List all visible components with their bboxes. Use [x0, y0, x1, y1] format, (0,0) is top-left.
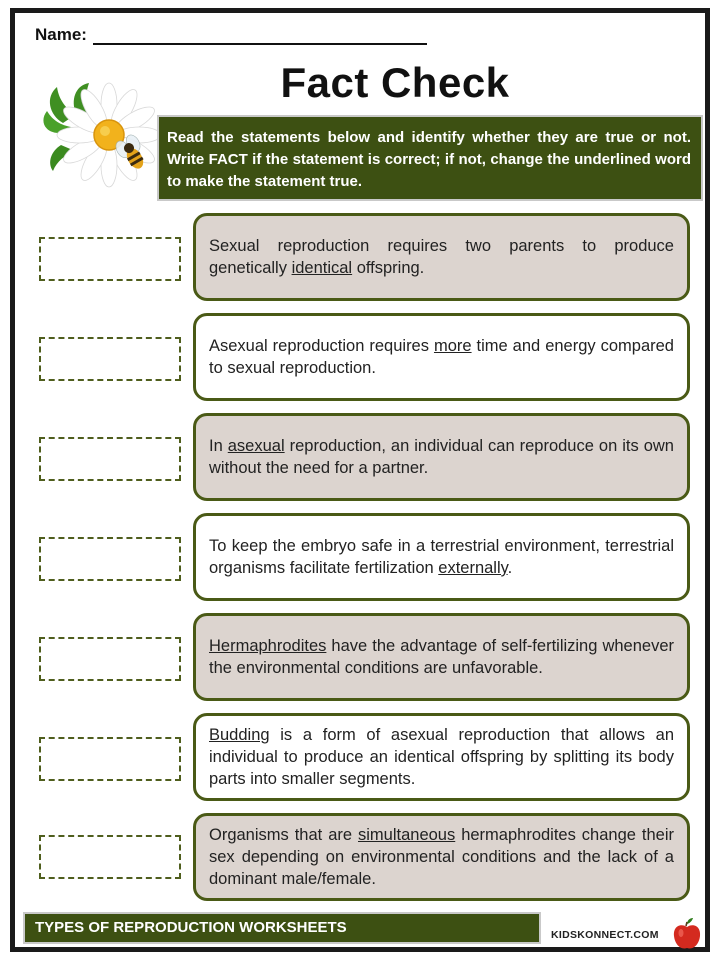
- worksheet-frame: [10, 8, 710, 952]
- statement-text-6: [209, 724, 674, 790]
- statement-text-after: have the advantage of self-fertilizing whenever the environmental conditions are unfavorable.: [209, 637, 674, 677]
- statement-card-4: [193, 513, 690, 601]
- statement-text-after: hermaphrodites change their sex depending on environmental conditions and the lack of a dominant male/female.: [209, 826, 674, 888]
- statement-card-6: [193, 713, 690, 801]
- statement-text-before: To keep the embryo safe in a terrestrial environment, terrestrial organisms facilitate fertilization: [209, 537, 674, 577]
- name-row: [35, 25, 427, 45]
- statement-text-after: is a form of asexual reproduction that allows an individual to produce an identical offspring by splitting its body parts into smaller segments.: [209, 726, 674, 788]
- answer-box-3[interactable]: [39, 437, 181, 481]
- answer-box-4[interactable]: [39, 537, 181, 581]
- statement-card-5: [193, 613, 690, 701]
- statement-text-before: Sexual reproduction requires two parents to produce genetically: [209, 237, 674, 277]
- statement-text-1: [209, 235, 674, 279]
- answer-box-7[interactable]: [39, 835, 181, 879]
- answer-box-6[interactable]: [39, 737, 181, 781]
- page-title: Fact Check: [280, 59, 510, 106]
- statement-text-before: In: [209, 437, 228, 455]
- footer-worksheet-title: TYPES OF REPRODUCTION WORKSHEETS: [23, 912, 541, 944]
- instructions-box: Read the statements below and identify whether they are true or not. Write FACT if the statement is correct; if not, change the underlined word to make the statement true.: [157, 115, 703, 201]
- statement-text-after: reproduction, an individual can reproduce on its own without the need for a partner.: [209, 437, 674, 477]
- underlined-word: externally: [438, 559, 508, 577]
- statement-card-7: [193, 813, 690, 901]
- statement-card-3: [193, 413, 690, 501]
- statement-text-7: [209, 824, 674, 890]
- statement-text-2: [209, 335, 674, 379]
- statement-text-after: offspring.: [352, 259, 425, 277]
- name-label: Name:: [35, 25, 87, 44]
- underlined-word: asexual: [227, 437, 285, 455]
- answer-box-1[interactable]: [39, 237, 181, 281]
- statement-card-2: [193, 313, 690, 401]
- name-line[interactable]: [93, 27, 427, 45]
- apple-logo-icon: [671, 917, 703, 951]
- answer-box-5[interactable]: [39, 637, 181, 681]
- statement-text-3: [209, 435, 674, 479]
- statement-text-4: [209, 535, 674, 579]
- underlined-word: simultaneous: [358, 826, 456, 844]
- statement-text-after: .: [507, 559, 513, 577]
- underlined-word: identical: [291, 259, 353, 277]
- underlined-word: more: [433, 337, 472, 355]
- statement-text-5: [209, 635, 674, 679]
- statement-text-before: Asexual reproduction requires: [209, 337, 434, 355]
- statement-text-before: Organisms that are: [209, 826, 359, 844]
- underlined-word: Hermaphrodites: [209, 637, 327, 655]
- statement-card-1: [193, 213, 690, 301]
- underlined-word: Budding: [209, 726, 270, 744]
- statement-text-after: time and energy compared to sexual reproduction.: [209, 337, 674, 377]
- answer-box-2[interactable]: [39, 337, 181, 381]
- brand-text: KIDSKONNECT.COM: [551, 929, 659, 941]
